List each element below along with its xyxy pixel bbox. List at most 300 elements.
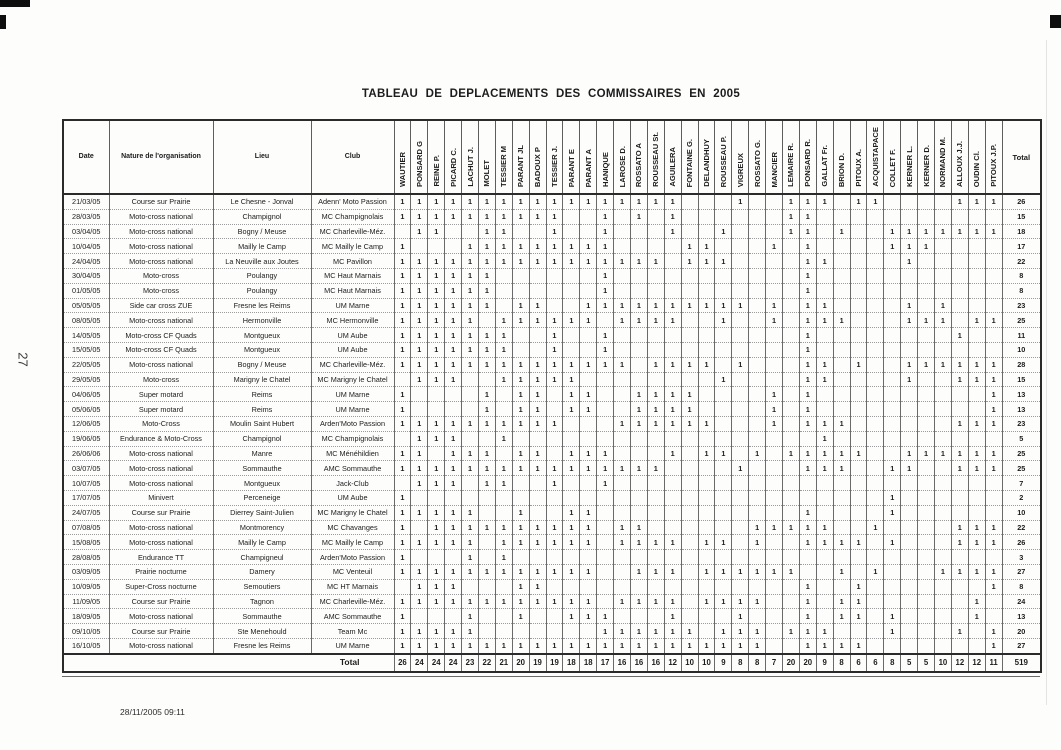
rotated-name-label: GALLAT Fr. bbox=[820, 145, 830, 187]
event-lieu: Fresne les Reims bbox=[213, 298, 311, 313]
attendance-mark bbox=[580, 550, 597, 565]
event-lieu: Damery bbox=[213, 564, 311, 579]
attendance-mark: 1 bbox=[512, 564, 529, 579]
event-club: MC Chavanges bbox=[311, 520, 394, 535]
event-lieu: Fresne les Reims bbox=[213, 638, 311, 653]
attendance-mark: 1 bbox=[647, 624, 664, 639]
attendance-mark bbox=[935, 416, 952, 431]
attendance-mark: 1 bbox=[630, 209, 647, 224]
attendance-mark bbox=[614, 372, 631, 387]
attendance-mark: 1 bbox=[563, 239, 580, 254]
attendance-mark bbox=[935, 372, 952, 387]
attendance-mark: 1 bbox=[799, 313, 816, 328]
attendance-mark: 1 bbox=[428, 328, 445, 343]
attendance-mark bbox=[715, 239, 732, 254]
attendance-mark: 1 bbox=[495, 520, 512, 535]
column-total: 12 bbox=[951, 654, 968, 672]
row-total: 8 bbox=[1002, 283, 1041, 298]
attendance-mark: 1 bbox=[512, 357, 529, 372]
attendance-mark: 1 bbox=[512, 313, 529, 328]
table-row bbox=[63, 328, 1041, 343]
attendance-mark bbox=[749, 239, 766, 254]
attendance-mark: 1 bbox=[614, 638, 631, 653]
rotated-name-label: COLLET F. bbox=[887, 148, 897, 187]
attendance-mark bbox=[918, 387, 935, 402]
attendance-mark: 1 bbox=[968, 564, 985, 579]
attendance-mark: 1 bbox=[428, 342, 445, 357]
attendance-mark bbox=[833, 209, 850, 224]
attendance-mark: 1 bbox=[445, 505, 462, 520]
attendance-mark bbox=[901, 209, 918, 224]
print-timestamp: 28/11/2005 09:11 bbox=[120, 707, 185, 717]
attendance-mark bbox=[411, 239, 428, 254]
commissaire-column-header bbox=[766, 120, 783, 194]
attendance-mark: 1 bbox=[614, 194, 631, 209]
attendance-mark: 1 bbox=[546, 254, 563, 269]
attendance-mark bbox=[901, 328, 918, 343]
attendance-mark: 1 bbox=[664, 416, 681, 431]
attendance-mark bbox=[766, 505, 783, 520]
attendance-mark: 1 bbox=[681, 239, 698, 254]
attendance-mark bbox=[833, 387, 850, 402]
attendance-mark bbox=[732, 431, 749, 446]
attendance-mark: 1 bbox=[428, 564, 445, 579]
attendance-mark bbox=[614, 476, 631, 491]
attendance-mark: 1 bbox=[478, 446, 495, 461]
attendance-mark bbox=[394, 579, 411, 594]
attendance-mark: 1 bbox=[580, 387, 597, 402]
attendance-mark: 1 bbox=[597, 609, 614, 624]
event-nature: Moto-cross national bbox=[109, 313, 213, 328]
attendance-mark: 1 bbox=[411, 505, 428, 520]
attendance-mark: 1 bbox=[630, 313, 647, 328]
attendance-mark bbox=[799, 490, 816, 505]
attendance-mark bbox=[563, 342, 580, 357]
attendance-mark bbox=[951, 209, 968, 224]
attendance-mark: 1 bbox=[445, 520, 462, 535]
attendance-mark: 1 bbox=[462, 342, 479, 357]
attendance-mark: 1 bbox=[394, 194, 411, 209]
row-total: 24 bbox=[1002, 594, 1041, 609]
attendance-mark bbox=[985, 328, 1002, 343]
column-total: 20 bbox=[799, 654, 816, 672]
attendance-mark bbox=[782, 638, 799, 653]
attendance-mark bbox=[850, 342, 867, 357]
attendance-mark bbox=[968, 431, 985, 446]
attendance-mark bbox=[614, 431, 631, 446]
attendance-mark: 1 bbox=[411, 564, 428, 579]
attendance-mark bbox=[850, 520, 867, 535]
attendance-mark: 1 bbox=[512, 638, 529, 653]
attendance-mark: 1 bbox=[647, 564, 664, 579]
commissaire-column-header bbox=[664, 120, 681, 194]
attendance-mark: 1 bbox=[478, 402, 495, 417]
attendance-mark bbox=[918, 505, 935, 520]
attendance-mark bbox=[749, 224, 766, 239]
attendance-mark bbox=[394, 224, 411, 239]
attendance-mark bbox=[478, 579, 495, 594]
attendance-mark: 1 bbox=[664, 402, 681, 417]
attendance-mark: 1 bbox=[630, 254, 647, 269]
attendance-mark bbox=[597, 402, 614, 417]
attendance-mark bbox=[664, 239, 681, 254]
attendance-mark: 1 bbox=[766, 564, 783, 579]
attendance-mark: 1 bbox=[968, 446, 985, 461]
attendance-mark: 1 bbox=[512, 239, 529, 254]
attendance-mark: 1 bbox=[968, 194, 985, 209]
attendance-mark: 1 bbox=[462, 357, 479, 372]
column-total: 6 bbox=[867, 654, 884, 672]
attendance-mark: 1 bbox=[698, 298, 715, 313]
attendance-mark: 1 bbox=[799, 194, 816, 209]
attendance-mark bbox=[833, 520, 850, 535]
attendance-mark bbox=[850, 490, 867, 505]
attendance-mark bbox=[918, 283, 935, 298]
attendance-mark: 1 bbox=[411, 594, 428, 609]
commissaire-column-header bbox=[445, 120, 462, 194]
attendance-mark bbox=[647, 520, 664, 535]
table-underline bbox=[62, 676, 1040, 677]
attendance-mark bbox=[664, 490, 681, 505]
attendance-mark: 1 bbox=[428, 194, 445, 209]
row-total: 15 bbox=[1002, 209, 1041, 224]
commissaire-column-header bbox=[394, 120, 411, 194]
rotated-name-label: PARANT JL bbox=[516, 144, 526, 187]
attendance-mark bbox=[867, 313, 884, 328]
attendance-mark bbox=[445, 550, 462, 565]
attendance-mark bbox=[715, 194, 732, 209]
attendance-mark bbox=[647, 490, 664, 505]
attendance-mark: 1 bbox=[512, 254, 529, 269]
attendance-mark bbox=[884, 579, 901, 594]
row-total: 22 bbox=[1002, 520, 1041, 535]
attendance-mark: 1 bbox=[766, 239, 783, 254]
attendance-mark: 1 bbox=[580, 298, 597, 313]
column-header: Nature de l'organisation bbox=[109, 120, 213, 194]
column-total: 9 bbox=[816, 654, 833, 672]
event-nature: Moto-cross national bbox=[109, 535, 213, 550]
attendance-mark: 1 bbox=[935, 224, 952, 239]
attendance-mark: 1 bbox=[394, 505, 411, 520]
attendance-mark bbox=[833, 342, 850, 357]
attendance-mark: 1 bbox=[529, 535, 546, 550]
attendance-mark: 1 bbox=[698, 239, 715, 254]
attendance-mark bbox=[478, 609, 495, 624]
table-row bbox=[63, 283, 1041, 298]
attendance-mark bbox=[782, 579, 799, 594]
attendance-mark bbox=[614, 505, 631, 520]
event-lieu: Reims bbox=[213, 402, 311, 417]
attendance-mark bbox=[951, 505, 968, 520]
attendance-mark bbox=[478, 550, 495, 565]
attendance-mark: 1 bbox=[529, 638, 546, 653]
attendance-mark bbox=[884, 254, 901, 269]
attendance-mark: 1 bbox=[529, 254, 546, 269]
rotated-name-label: MANCIER bbox=[769, 151, 779, 187]
attendance-mark bbox=[782, 357, 799, 372]
attendance-mark: 1 bbox=[495, 254, 512, 269]
attendance-mark: 1 bbox=[428, 372, 445, 387]
attendance-mark bbox=[445, 224, 462, 239]
attendance-mark: 1 bbox=[563, 357, 580, 372]
attendance-mark bbox=[782, 535, 799, 550]
attendance-mark bbox=[597, 490, 614, 505]
attendance-mark bbox=[478, 372, 495, 387]
attendance-mark bbox=[782, 461, 799, 476]
attendance-mark bbox=[749, 550, 766, 565]
attendance-mark bbox=[766, 476, 783, 491]
event-club: MC Charleville-Méz. bbox=[311, 594, 394, 609]
attendance-mark bbox=[462, 372, 479, 387]
attendance-mark bbox=[580, 224, 597, 239]
attendance-mark bbox=[529, 624, 546, 639]
attendance-mark: 1 bbox=[462, 209, 479, 224]
attendance-mark bbox=[935, 461, 952, 476]
attendance-mark bbox=[884, 402, 901, 417]
commissaire-column-header bbox=[850, 120, 867, 194]
event-club: MC Haut Marnais bbox=[311, 283, 394, 298]
attendance-mark: 1 bbox=[799, 254, 816, 269]
attendance-mark: 1 bbox=[394, 387, 411, 402]
row-total: 13 bbox=[1002, 402, 1041, 417]
attendance-mark bbox=[867, 446, 884, 461]
attendance-mark: 1 bbox=[816, 520, 833, 535]
attendance-mark: 1 bbox=[799, 535, 816, 550]
attendance-mark: 1 bbox=[597, 254, 614, 269]
attendance-mark: 1 bbox=[833, 638, 850, 653]
attendance-mark: 1 bbox=[968, 224, 985, 239]
attendance-mark: 1 bbox=[985, 624, 1002, 639]
attendance-mark: 1 bbox=[799, 402, 816, 417]
attendance-mark: 1 bbox=[732, 194, 749, 209]
attendance-mark bbox=[411, 550, 428, 565]
commissaire-column-header bbox=[512, 120, 529, 194]
attendance-mark: 1 bbox=[732, 594, 749, 609]
attendance-mark bbox=[918, 416, 935, 431]
event-lieu: Champignol bbox=[213, 431, 311, 446]
attendance-mark: 1 bbox=[715, 564, 732, 579]
attendance-mark: 1 bbox=[951, 194, 968, 209]
attendance-mark bbox=[951, 239, 968, 254]
attendance-mark: 1 bbox=[411, 283, 428, 298]
attendance-mark bbox=[951, 402, 968, 417]
attendance-mark: 1 bbox=[529, 416, 546, 431]
rotated-name-label: KERNER D. bbox=[921, 145, 931, 187]
attendance-mark bbox=[749, 490, 766, 505]
row-total: 25 bbox=[1002, 461, 1041, 476]
attendance-mark: 1 bbox=[445, 476, 462, 491]
attendance-mark: 1 bbox=[782, 564, 799, 579]
attendance-mark: 1 bbox=[462, 194, 479, 209]
attendance-mark: 1 bbox=[918, 446, 935, 461]
table-row bbox=[63, 505, 1041, 520]
attendance-mark: 1 bbox=[698, 535, 715, 550]
attendance-mark: 1 bbox=[529, 357, 546, 372]
attendance-mark: 1 bbox=[951, 416, 968, 431]
attendance-mark bbox=[462, 387, 479, 402]
attendance-mark bbox=[749, 254, 766, 269]
attendance-mark: 1 bbox=[495, 594, 512, 609]
attendance-mark: 1 bbox=[647, 402, 664, 417]
attendance-mark: 1 bbox=[766, 313, 783, 328]
attendance-mark: 1 bbox=[478, 520, 495, 535]
attendance-mark: 1 bbox=[394, 342, 411, 357]
attendance-mark bbox=[935, 490, 952, 505]
attendance-mark bbox=[985, 298, 1002, 313]
attendance-mark: 1 bbox=[580, 239, 597, 254]
column-total: 23 bbox=[462, 654, 479, 672]
attendance-mark bbox=[918, 520, 935, 535]
event-date: 22/05/05 bbox=[63, 357, 109, 372]
attendance-mark: 1 bbox=[512, 402, 529, 417]
rotated-name-label: DELANDHUY bbox=[701, 139, 711, 187]
attendance-mark: 1 bbox=[495, 313, 512, 328]
attendance-mark: 1 bbox=[985, 446, 1002, 461]
attendance-mark bbox=[597, 579, 614, 594]
row-total: 20 bbox=[1002, 624, 1041, 639]
attendance-mark: 1 bbox=[546, 564, 563, 579]
attendance-mark: 1 bbox=[901, 239, 918, 254]
attendance-mark bbox=[935, 387, 952, 402]
attendance-mark: 1 bbox=[647, 416, 664, 431]
commissaire-column-header bbox=[563, 120, 580, 194]
attendance-mark: 1 bbox=[968, 416, 985, 431]
commissaire-column-header bbox=[715, 120, 732, 194]
attendance-mark: 1 bbox=[715, 624, 732, 639]
attendance-mark bbox=[951, 313, 968, 328]
attendance-mark bbox=[884, 268, 901, 283]
attendance-mark bbox=[630, 239, 647, 254]
attendance-mark bbox=[901, 594, 918, 609]
rotated-name-label: OUDIN Cl. bbox=[972, 150, 982, 187]
attendance-mark bbox=[901, 416, 918, 431]
attendance-mark bbox=[833, 505, 850, 520]
attendance-mark: 1 bbox=[495, 357, 512, 372]
attendance-mark: 1 bbox=[850, 535, 867, 550]
attendance-mark bbox=[766, 209, 783, 224]
attendance-mark: 1 bbox=[478, 416, 495, 431]
attendance-mark bbox=[681, 446, 698, 461]
attendance-mark bbox=[985, 209, 1002, 224]
row-total: 8 bbox=[1002, 579, 1041, 594]
table-row bbox=[63, 550, 1041, 565]
attendance-mark: 1 bbox=[833, 461, 850, 476]
rotated-name-label: FONTAINE G. bbox=[685, 138, 695, 187]
attendance-mark: 1 bbox=[411, 476, 428, 491]
event-club: MC Marigny le Chatel bbox=[311, 372, 394, 387]
event-nature: Moto-cross bbox=[109, 283, 213, 298]
grand-total: 519 bbox=[1002, 654, 1041, 672]
attendance-mark bbox=[816, 505, 833, 520]
attendance-mark bbox=[833, 550, 850, 565]
event-date: 07/08/05 bbox=[63, 520, 109, 535]
attendance-mark bbox=[782, 328, 799, 343]
attendance-mark: 1 bbox=[614, 624, 631, 639]
event-club: MC Marigny le Chatel bbox=[311, 505, 394, 520]
row-total: 25 bbox=[1002, 313, 1041, 328]
event-date: 28/03/05 bbox=[63, 209, 109, 224]
attendance-mark bbox=[681, 594, 698, 609]
attendance-mark bbox=[816, 209, 833, 224]
attendance-mark bbox=[580, 416, 597, 431]
event-lieu: Poulangy bbox=[213, 283, 311, 298]
table-row bbox=[63, 416, 1041, 431]
attendance-mark: 1 bbox=[445, 535, 462, 550]
table-row bbox=[63, 298, 1041, 313]
attendance-mark: 1 bbox=[462, 416, 479, 431]
attendance-mark: 1 bbox=[445, 283, 462, 298]
attendance-mark bbox=[782, 254, 799, 269]
attendance-mark: 1 bbox=[614, 535, 631, 550]
attendance-mark bbox=[867, 505, 884, 520]
table-row bbox=[63, 579, 1041, 594]
attendance-mark bbox=[918, 209, 935, 224]
attendance-mark bbox=[901, 579, 918, 594]
attendance-mark: 1 bbox=[630, 535, 647, 550]
attendance-mark bbox=[614, 387, 631, 402]
document-title: TABLEAU DE DEPLACEMENTS DES COMMISSAIRES EN 2005 bbox=[361, 88, 741, 100]
attendance-mark bbox=[580, 579, 597, 594]
commissaire-column-header bbox=[968, 120, 985, 194]
attendance-mark bbox=[462, 490, 479, 505]
attendance-mark bbox=[833, 254, 850, 269]
attendance-mark bbox=[850, 402, 867, 417]
attendance-mark: 1 bbox=[884, 609, 901, 624]
attendance-mark bbox=[664, 476, 681, 491]
event-lieu: Reims bbox=[213, 387, 311, 402]
attendance-mark: 1 bbox=[799, 298, 816, 313]
attendance-mark bbox=[867, 476, 884, 491]
attendance-mark bbox=[816, 476, 833, 491]
attendance-mark bbox=[495, 609, 512, 624]
attendance-mark bbox=[580, 328, 597, 343]
header-row bbox=[63, 120, 1041, 194]
attendance-mark bbox=[884, 387, 901, 402]
attendance-mark: 1 bbox=[563, 520, 580, 535]
row-total: 22 bbox=[1002, 254, 1041, 269]
attendance-mark bbox=[681, 579, 698, 594]
attendance-mark bbox=[850, 209, 867, 224]
attendance-mark: 1 bbox=[698, 357, 715, 372]
event-club: MC Haut Marnais bbox=[311, 268, 394, 283]
attendance-mark: 1 bbox=[985, 520, 1002, 535]
attendance-mark: 1 bbox=[529, 402, 546, 417]
attendance-mark bbox=[529, 476, 546, 491]
attendance-mark: 1 bbox=[529, 372, 546, 387]
attendance-mark bbox=[647, 476, 664, 491]
attendance-mark: 1 bbox=[935, 313, 952, 328]
attendance-mark bbox=[614, 224, 631, 239]
attendance-mark bbox=[495, 298, 512, 313]
table-row bbox=[63, 535, 1041, 550]
attendance-mark: 1 bbox=[529, 387, 546, 402]
attendance-mark: 1 bbox=[462, 298, 479, 313]
attendance-mark: 1 bbox=[732, 357, 749, 372]
event-nature: Super motard bbox=[109, 387, 213, 402]
event-nature: Moto-cross national bbox=[109, 476, 213, 491]
attendance-mark bbox=[478, 490, 495, 505]
attendance-mark: 1 bbox=[968, 461, 985, 476]
attendance-mark: 1 bbox=[580, 564, 597, 579]
attendance-mark: 1 bbox=[580, 638, 597, 653]
attendance-mark: 1 bbox=[664, 624, 681, 639]
attendance-mark bbox=[935, 579, 952, 594]
attendance-mark bbox=[766, 357, 783, 372]
row-total: 26 bbox=[1002, 535, 1041, 550]
event-club: MC Mailly le Camp bbox=[311, 239, 394, 254]
attendance-mark: 1 bbox=[766, 387, 783, 402]
attendance-mark bbox=[985, 283, 1002, 298]
